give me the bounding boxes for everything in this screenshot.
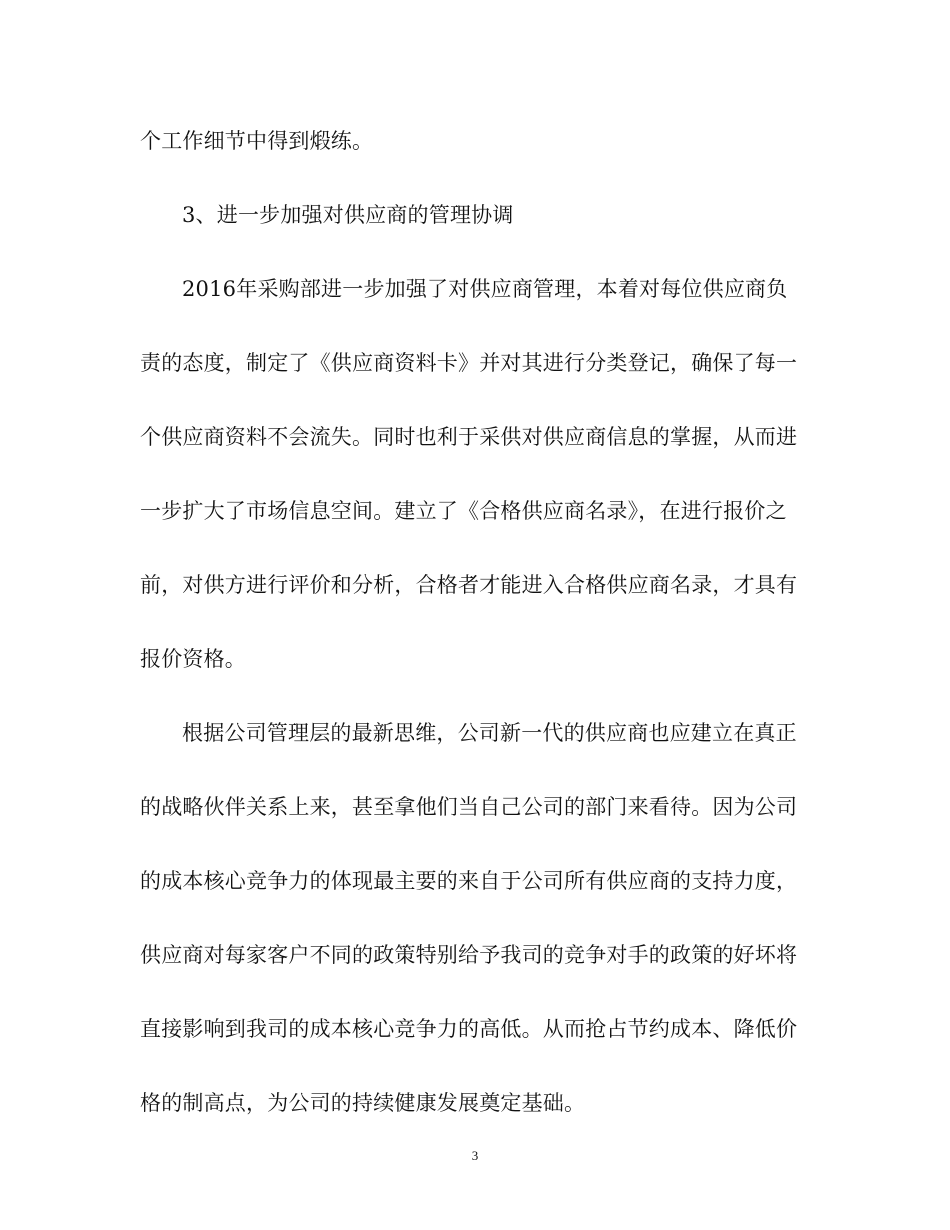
paragraph-line: 报价资格。 xyxy=(140,647,246,671)
paragraph-line: 一步扩大了市场信息空间。建立了《合格供应商名录》，在进行报价之 xyxy=(140,499,787,523)
paragraph-line: 根据公司管理层的最新思维，公司新一代的供应商也应建立在真正 xyxy=(182,721,797,745)
paragraph-line: 的战略伙伴关系上来，甚至拿他们当自己公司的部门来看待。因为公司 xyxy=(140,795,798,819)
paragraph-line: 格的制高点，为公司的持续健康发展奠定基础。 xyxy=(140,1091,586,1115)
section-heading: 3、进一步加强对供应商的管理协调 xyxy=(182,203,514,227)
paragraph-line: 直接影响到我司的成本核心竞争力的高低。从而抢占节约成本、降低价 xyxy=(140,1017,798,1041)
paragraph-line: 供应商对每家客户不同的政策特别给予我司的竞争对手的政策的好坏将 xyxy=(140,943,798,967)
paragraph-line: 的成本核心竞争力的体现最主要的来自于公司所有供应商的支持力度， xyxy=(140,869,798,893)
paragraph-line: 责的态度，制定了《供应商资料卡》并对其进行分类登记，确保了每一 xyxy=(140,351,798,375)
paragraph-line: 前，对供方进行评价和分析，合格者才能进入合格供应商名录，才具有 xyxy=(140,573,798,597)
page-number: 3 xyxy=(471,1148,479,1163)
text-line: 个工作细节中得到煅练。 xyxy=(140,129,374,153)
paragraph-line: 2016年采购部进一步加强了对供应商管理，本着对每位供应商负 xyxy=(182,277,788,301)
paragraph-line: 个供应商资料不会流失。同时也利于采供对供应商信息的掌握，从而进 xyxy=(140,425,798,449)
